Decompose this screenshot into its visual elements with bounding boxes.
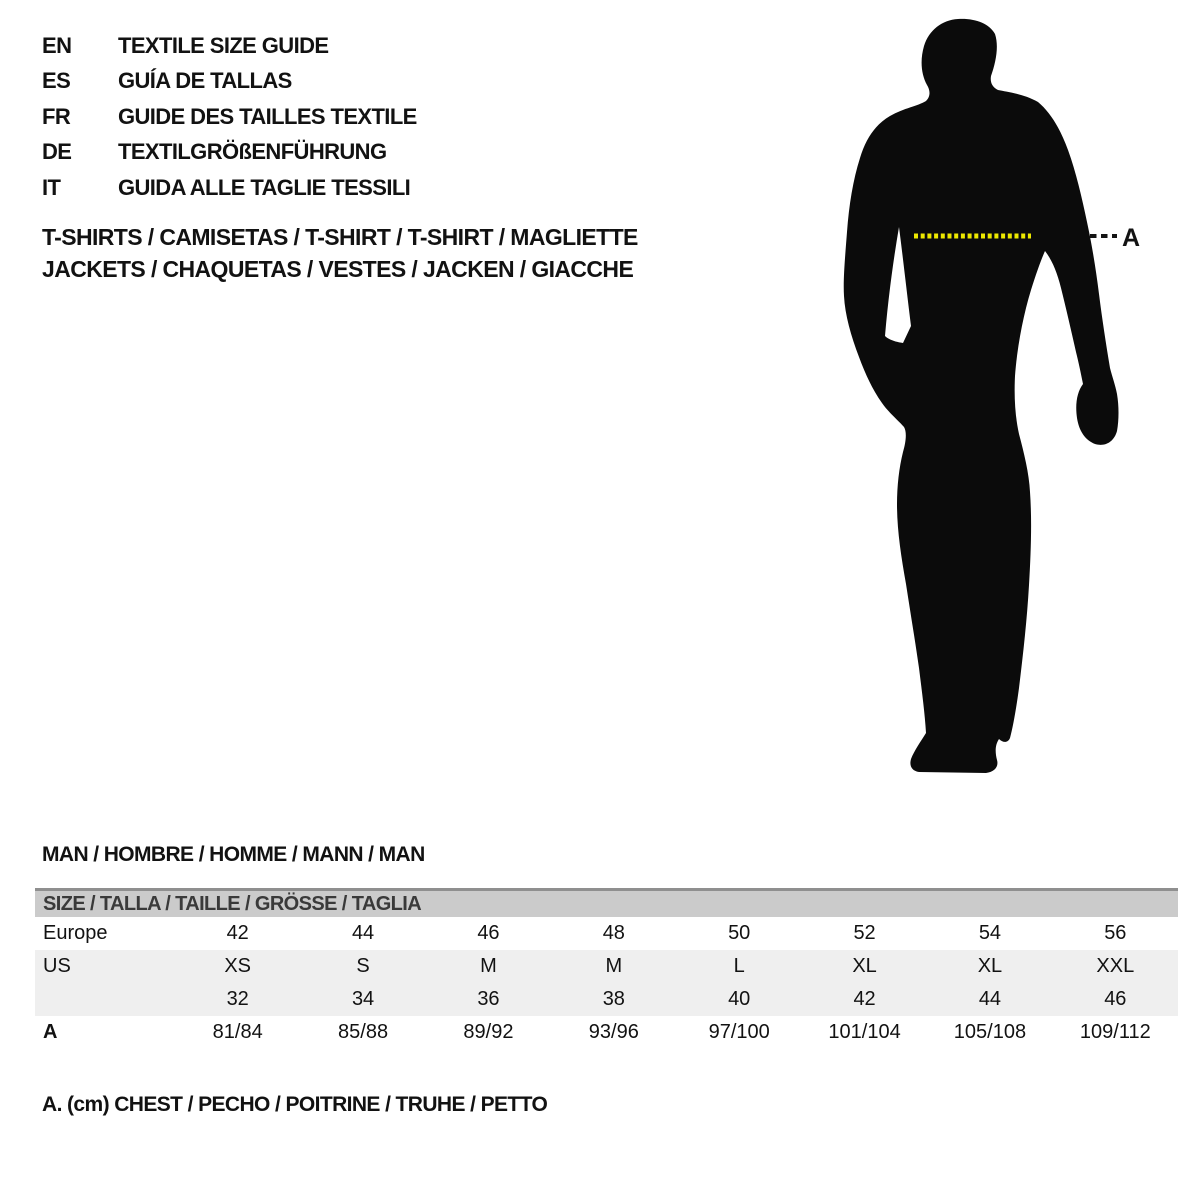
size-cell: 50 [728, 922, 751, 944]
size-cell: 93/96 [588, 1021, 639, 1043]
man-section-heading: MAN / HOMBRE / HOMME / MANN / MAN [42, 843, 425, 866]
size-cell: S [356, 955, 370, 977]
man-silhouette-figure [820, 0, 1180, 800]
size-table-header: SIZE / TALLA / TAILLE / GRÖSSE / TAGLIA [35, 888, 1178, 917]
table-row-us-numeric [35, 983, 1178, 1016]
size-cell: 89/92 [463, 1021, 514, 1043]
size-cell: 101/104 [828, 1021, 901, 1043]
size-cell: 44 [978, 988, 1002, 1010]
size-cell: 32 [226, 988, 249, 1010]
row-label: Europe [43, 922, 108, 944]
lang-title: GUIDA ALLE TAGLIE TESSILI [118, 174, 411, 200]
man-silhouette [844, 19, 1119, 773]
lang-row-es [42, 64, 417, 100]
table-row-europe [35, 917, 1178, 950]
lang-row-fr [42, 99, 417, 135]
size-table [35, 888, 1178, 1049]
row-label: US [43, 955, 71, 977]
lang-title: GUÍA DE TALLAS [118, 68, 292, 94]
size-cell: 40 [728, 988, 751, 1010]
lang-title: TEXTILGRÖßENFÜHRUNG [118, 139, 387, 165]
size-cell: XXL [1096, 955, 1135, 977]
size-cell: 38 [602, 988, 625, 1010]
size-cell: 109/112 [1079, 1021, 1151, 1043]
lang-row-de [42, 135, 417, 171]
lang-code: IT [42, 174, 61, 200]
lang-code: DE [42, 139, 72, 165]
size-cell: 105/108 [953, 1021, 1027, 1043]
language-list [42, 28, 417, 206]
table-row-chest-a [35, 1016, 1178, 1049]
lang-title: GUIDE DES TAILLES TEXTILE [118, 103, 417, 129]
size-cell: XL [852, 955, 877, 977]
size-cell: 54 [978, 922, 1002, 944]
size-cell: 52 [853, 922, 876, 944]
category-line-tshirts: T-SHIRTS / CAMISETAS / T-SHIRT / T-SHIRT / MAGLIETTE [42, 224, 638, 250]
size-cell: 46 [1104, 988, 1127, 1010]
size-cell: M [480, 955, 497, 977]
category-heading [42, 222, 638, 285]
lang-code: FR [42, 103, 71, 129]
row-label: A [43, 1021, 58, 1043]
category-line-jackets: JACKETS / CHAQUETAS / VESTES / JACKEN / GIACCHE [42, 255, 634, 282]
size-cell: XS [224, 955, 252, 977]
size-cell: 56 [1104, 922, 1127, 944]
lang-code: ES [42, 68, 71, 94]
lang-row-en [42, 28, 417, 64]
size-cell: M [605, 955, 623, 977]
table-row-us [35, 950, 1178, 983]
size-cell: 42 [853, 988, 876, 1010]
size-cell: 48 [602, 922, 625, 944]
size-cell: 34 [351, 988, 375, 1010]
size-cell: 36 [477, 988, 500, 1010]
chest-measure-note: A. (cm) CHEST / PECHO / POITRINE / TRUHE / PETTO [42, 1093, 548, 1116]
lang-row-it [42, 170, 417, 206]
size-cell: 42 [226, 922, 249, 944]
size-cell: 44 [351, 922, 375, 944]
measure-label-a: A [1122, 224, 1141, 252]
lang-code: EN [42, 32, 72, 58]
size-cell: 85/88 [338, 1021, 389, 1043]
size-cell: XL [977, 955, 1003, 977]
lang-title: TEXTILE SIZE GUIDE [118, 32, 329, 58]
size-cell: 97/100 [708, 1021, 770, 1043]
size-cell: L [733, 955, 745, 977]
size-cell: 81/84 [212, 1021, 263, 1043]
size-cell: 46 [477, 922, 500, 944]
